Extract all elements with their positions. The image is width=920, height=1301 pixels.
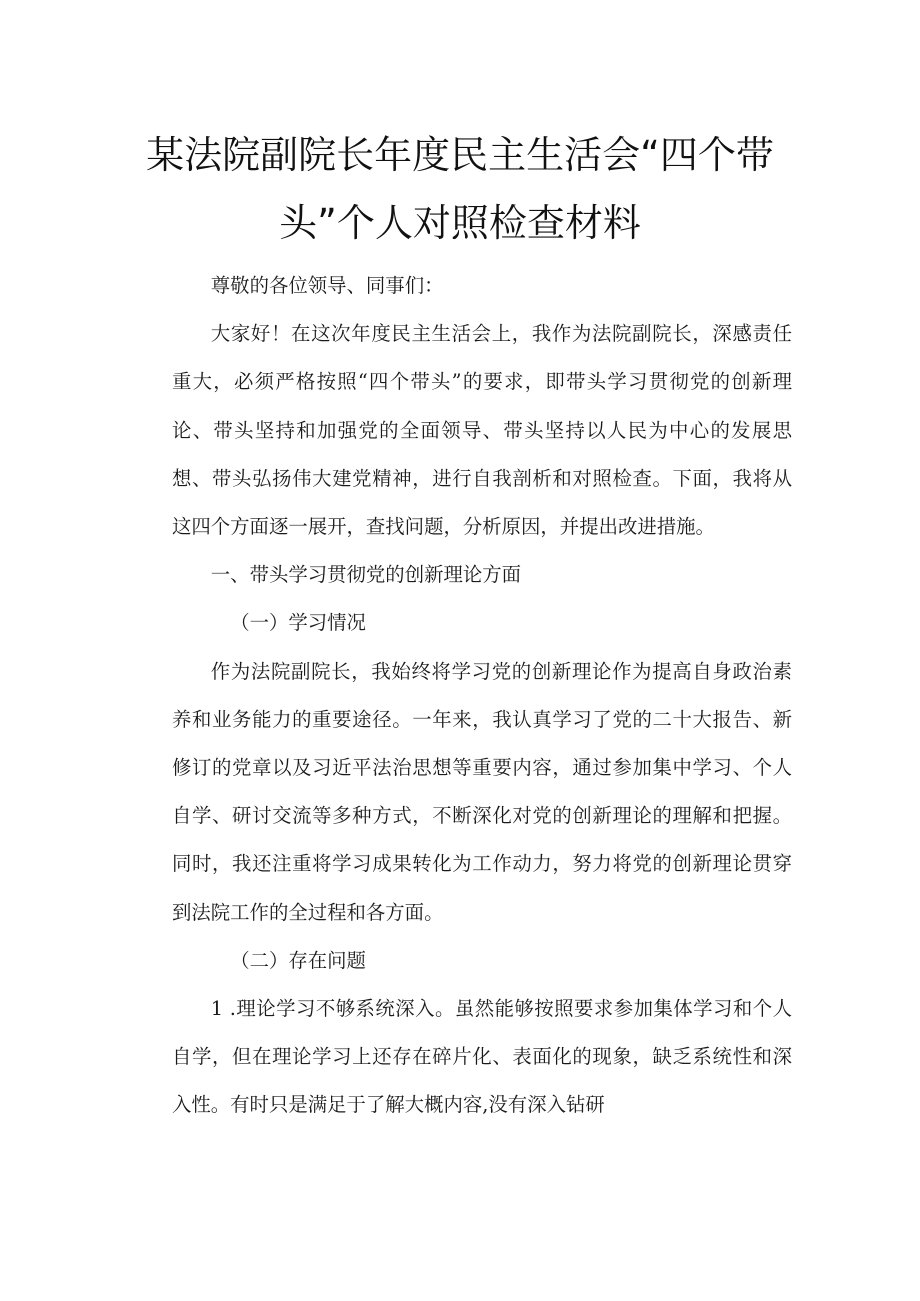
document-title-line-2: 头”个人对照检查材料: [279, 201, 641, 245]
document-body: [172, 262, 792, 1130]
subsection-1-paragraph: 作为法院副院长，我始终将学习党的创新理论作为提高自身政治素养和业务能力的重要途径。一年来，我认真学习了党的二十大报告、新修订的党章以及习近平法治思想等重要内容，通过参加集中学习、个人自学、研讨交流等多种方式，不断深化对党的创新理论的理解和把握。同时，我还注重将学习成果转化为工作动力，努力将党的创新理论贯穿到法院工作的全过程和各方面。: [172, 659, 792, 924]
subsection-2-heading: （二）存在问题: [230, 948, 366, 972]
intro-paragraph: 大家好！在这次年度民主生活会上，我作为法院副院长，深感责任重大，必须严格按照“四个带头”的要求，即带头学习贯彻党的创新理论、带头坚持和加强党的全面领导、带头坚持以人民为中心的发展思想、带头弘扬伟大建党精神，进行自我剖析和对照检查。下面，我将从这四个方面逐一展开，查找问题，分析原因，并提出改进措施。: [172, 322, 792, 539]
problem-1-paragraph: 1 .理论学习不够系统深入。虽然能够按照要求参加集体学习和个人自学，但在理论学习上还存在碎片化、表面化的现象，缺乏系统性和深入性。有时只是满足于了解大概内容,没有深入钻研: [172, 997, 792, 1117]
section-1-heading: 一、带头学习贯彻党的创新理论方面: [210, 563, 522, 587]
document-title-line-1: 某法院副院长年度民主生活会“四个带: [146, 133, 774, 177]
subsection-1-heading: （一）学习情况: [230, 611, 366, 635]
greeting: 尊敬的各位领导、同事们：: [210, 274, 444, 297]
